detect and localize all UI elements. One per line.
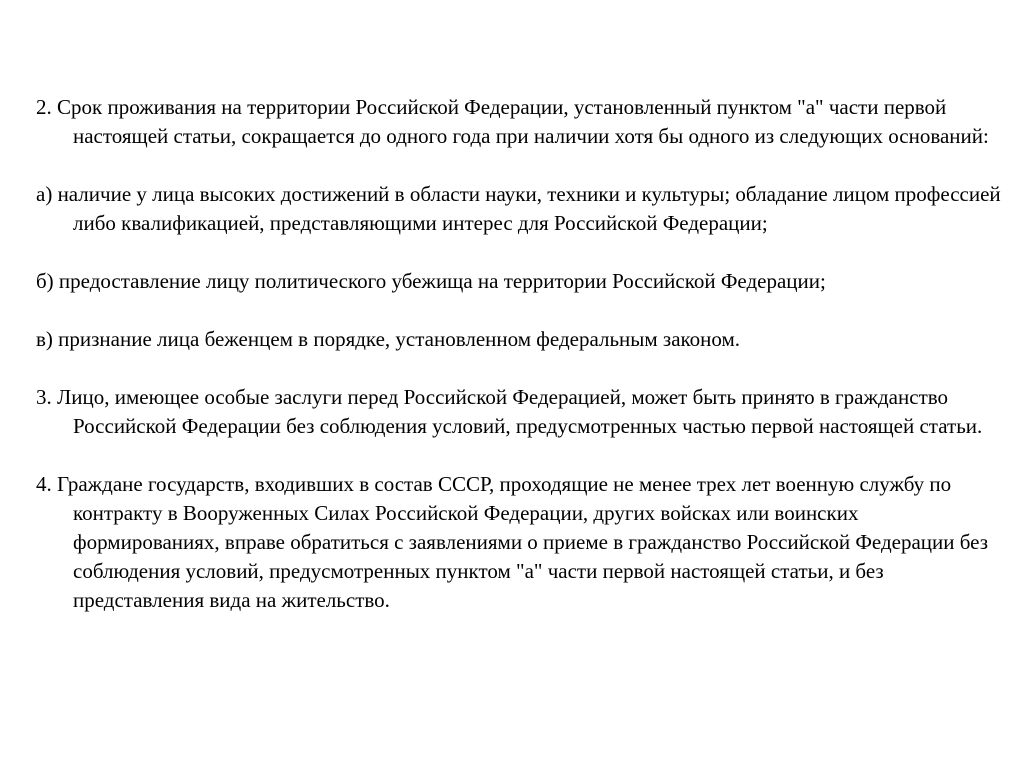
paragraph-clause-4: 4. Граждане государств, входивших в состав СССР, проходящие не менее трех лет военную службу по контракту в Вооруженных Силах Российской Федерации, других войсках или воинских формированиях, вправе обратиться с заявлениями о приеме в гражданство Российской Федерации без соблюдения условий, предусмотренных пунктом "а" части первой настоящей статьи, и без представления вида на жительство. [36,472,989,612]
paragraph-clause-2b: б) предоставление лицу политического убежища на территории Российской Федерации; [36,269,826,293]
paragraph-clause-2: 2. Срок проживания на территории Российской Федерации, установленный пунктом "а" части первой настоящей статьи, сокращается до одного года при наличии хотя бы одного из следующих оснований: [36,95,989,148]
paragraph-clause-3: 3. Лицо, имеющее особые заслуги перед Российской Федерацией, может быть принято в гражданство Российской Федерации без соблюдения условий, предусмотренных частью первой настоящей статьи. [36,385,983,438]
slide-body [36,93,1008,615]
paragraph-clause-2v: в) признание лица беженцем в порядке, установленном федеральным законом. [36,327,741,351]
paragraph-clause-2a: а) наличие у лица высоких достижений в области науки, техники и культуры; обладание лицом профессией либо квалификацией, представляющими интерес для Российской Федерации; [36,182,1001,235]
